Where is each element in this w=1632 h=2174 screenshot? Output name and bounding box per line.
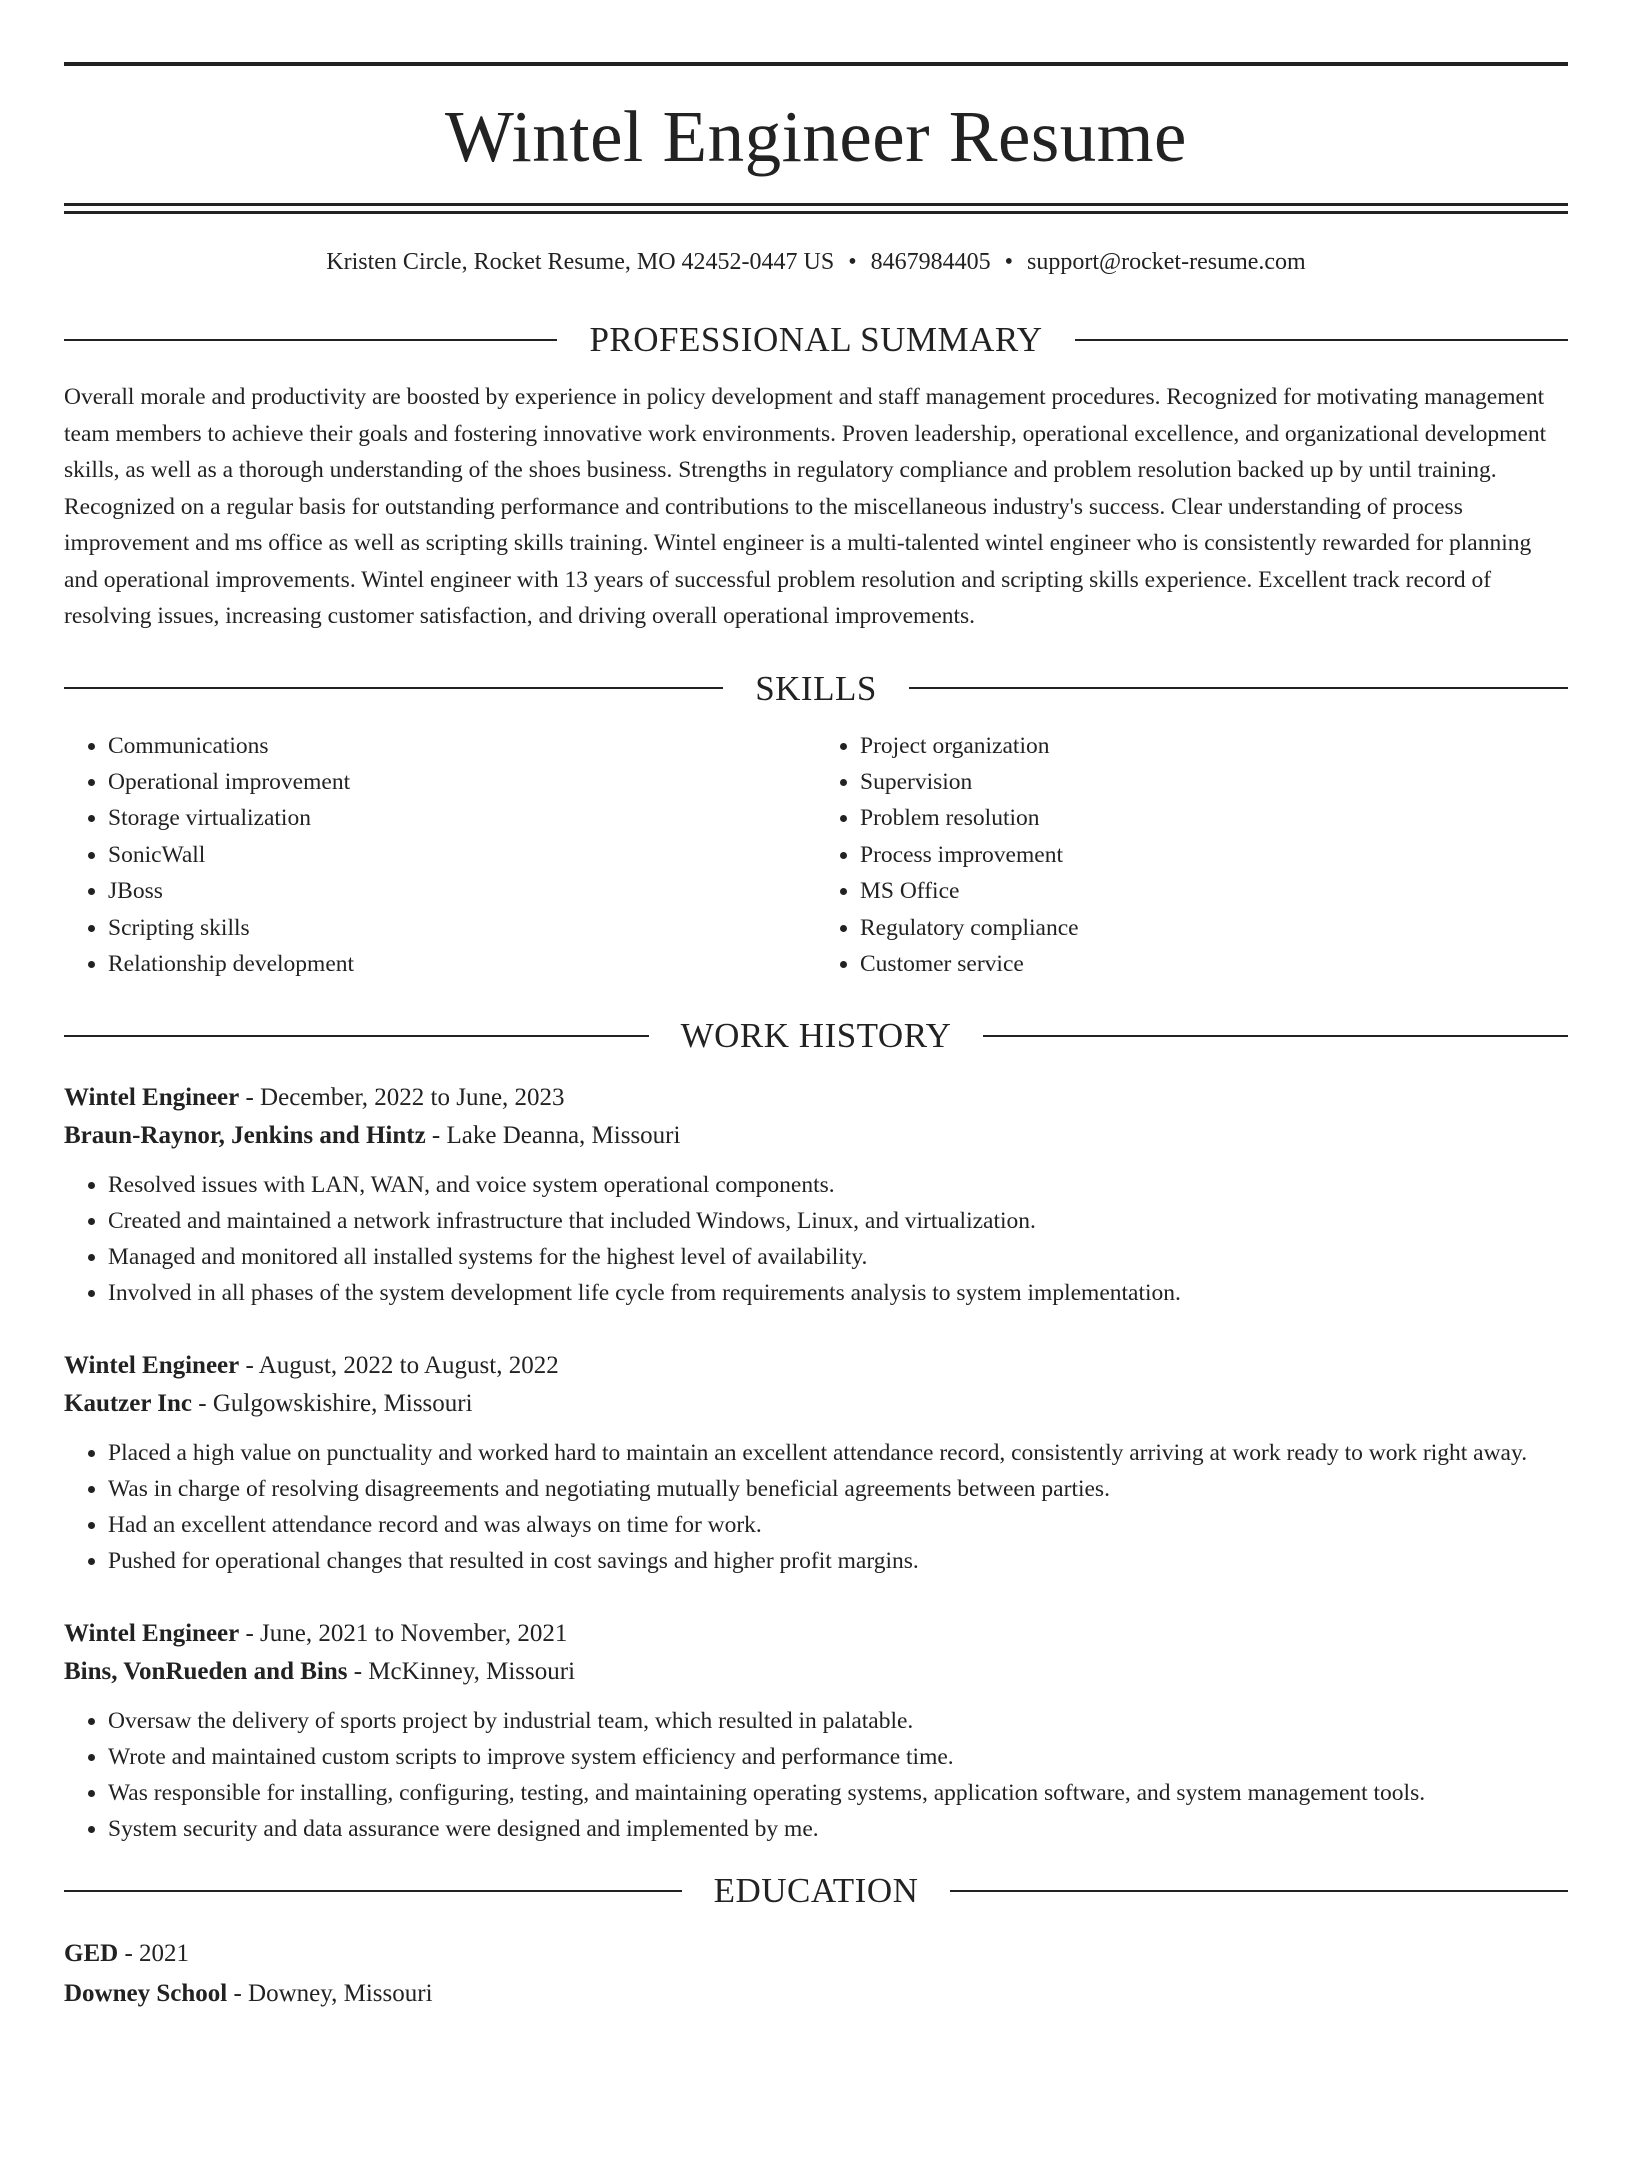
job-company-line [64,1385,1568,1423]
skill-item: • Regulatory compliance [860,910,1568,946]
education-heading: EDUCATION [713,1871,919,1911]
summary-heading: PROFESSIONAL SUMMARY [589,320,1043,359]
skill-item: • Process improvement [860,837,1568,873]
job-title: Wintel Engineer [64,1352,240,1380]
education-section-header [64,1871,1568,1911]
education-degree-line [64,1934,1568,1974]
job-bullet: • Wrote and maintained custom scripts to improve system efficiency and performance time. [108,1739,1568,1775]
skill-item: • Supervision [860,764,1568,800]
job-title: Wintel Engineer [64,1620,240,1648]
job-bullet: • Was in charge of resolving disagreements and negotiating mutually beneficial agreements between parties. [108,1471,1568,1507]
divider-line [983,1035,1568,1037]
contact-separator: • [1004,249,1014,275]
contact-line [64,250,1568,274]
resume-title: Wintel Engineer Resume [445,96,1187,177]
job-bullet: • Managed and monitored all installed systems for the highest level of availability. [108,1239,1568,1275]
skill-item: • Project organization [860,728,1568,764]
education-school: Downey School [64,1980,228,2008]
divider-line [64,1035,649,1037]
work-section-header [64,1016,1568,1056]
skills-column-right [816,728,1568,983]
job-bullet: • Oversaw the delivery of sports project by industrial team, which resulted in palatable. [108,1703,1568,1739]
job-dates: - December, 2022 to June, 2023 [239,1084,565,1112]
education-location: - Downey, Missouri [227,1980,433,2008]
skill-item: • Scripting skills [108,910,816,946]
divider-line [64,1890,682,1892]
education-degree: GED [64,1940,119,1968]
divider-line [64,339,557,341]
skills-section-header [64,668,1568,708]
job-bullet: • Pushed for operational changes that resulted in cost savings and higher profit margins. [108,1543,1568,1579]
job-location: - Gulgowskishire, Missouri [192,1390,473,1418]
divider-line [909,687,1568,689]
job-company: Braun-Raynor, Jenkins and Hintz [64,1122,426,1150]
job-bullet: • Created and maintained a network infrastructure that included Windows, Linux, and virtualization. [108,1203,1568,1239]
contact-phone: 8467984405 [870,249,991,275]
job-company-line [64,1117,1568,1155]
job-entry [64,1079,1568,1311]
job-bullets [64,1435,1568,1579]
job-company: Kautzer Inc [64,1390,192,1418]
job-company-line [64,1653,1568,1691]
job-company: Bins, VonRueden and Bins [64,1658,348,1686]
skill-item: • Relationship development [108,946,816,982]
summary-section-header [64,322,1568,357]
skill-item: • Operational improvement [108,764,816,800]
skill-item: • JBoss [108,873,816,909]
work-heading: WORK HISTORY [680,1016,952,1056]
skills-column-left [64,728,816,983]
job-title-line [64,1615,1568,1653]
divider-line [950,1890,1568,1892]
contact-separator: • [848,249,857,275]
job-title-line [64,1079,1568,1117]
job-bullets [64,1703,1568,1847]
skill-item: • Customer service [860,946,1568,982]
job-bullet: • Had an excellent attendance record and was always on time for work. [108,1507,1568,1543]
skill-item: • Communications [108,728,816,764]
contact-address: Kristen Circle, Rocket Resume, MO 42452-0447 US [326,249,835,275]
divider-line [1075,339,1568,341]
skill-item: • MS Office [860,873,1568,909]
skills-list [64,728,1568,983]
skill-item: • Storage virtualization [108,800,816,836]
job-entry [64,1347,1568,1579]
job-bullet: • Involved in all phases of the system development life cycle from requirements analysis to system implementation. [108,1275,1568,1311]
header-top-rule [64,62,1568,66]
job-dates: - August, 2022 to August, 2022 [239,1352,559,1380]
job-dates: - June, 2021 to November, 2021 [239,1620,568,1648]
job-location: - Lake Deanna, Missouri [425,1122,681,1150]
skills-heading: SKILLS [755,668,877,708]
contact-email[interactable]: support@rocket-resume.com [1027,249,1306,275]
job-bullet: • System security and data assurance were designed and implemented by me. [108,1811,1568,1847]
education-year: - 2021 [118,1940,190,1968]
job-bullets [64,1167,1568,1311]
job-bullet: • Resolved issues with LAN, WAN, and voice system operational components. [108,1167,1568,1203]
header-double-rule [64,203,1568,214]
job-bullet: • Was responsible for installing, configuring, testing, and maintaining operating systems, application software, and system management tools. [108,1775,1568,1811]
summary-text: Overall morale and productivity are boosted by experience in policy development and staff management procedures. Recognized for motivating management team members to achieve their goals and fostering innovative work environments. Proven leadership, operational excellence, and organizational development skills, as well as a thorough understanding of the shoes business. Strengths in regulatory compliance and problem resolution backed up by until training. Recognized on a regular basis for outstanding performance and contributions to the miscellaneous industry's success. Clear understanding of process improvement and ms office as well as scripting skills training. Wintel engineer is a multi-talented wintel engineer who is consistently rewarded for planning and operational improvements. Wintel engineer with 13 years of successful problem resolution and scripting skills experience. Excellent track record of resolving issues, increasing customer satisfaction, and driving overall operational improvements. [64,384,1547,629]
job-bullet: • Placed a high value on punctuality and worked hard to maintain an excellent attendance record, consistently arriving at work ready to work right away. [108,1435,1568,1471]
education-school-line [64,1974,1568,2014]
job-location: - McKinney, Missouri [347,1658,576,1686]
education-entry [64,1934,1568,2014]
job-title: Wintel Engineer [64,1084,240,1112]
skill-item: • SonicWall [108,837,816,873]
divider-line [64,687,723,689]
job-title-line [64,1347,1568,1385]
job-entry [64,1615,1568,1847]
resume-page [0,62,1632,2174]
skill-item: • Problem resolution [860,800,1568,836]
